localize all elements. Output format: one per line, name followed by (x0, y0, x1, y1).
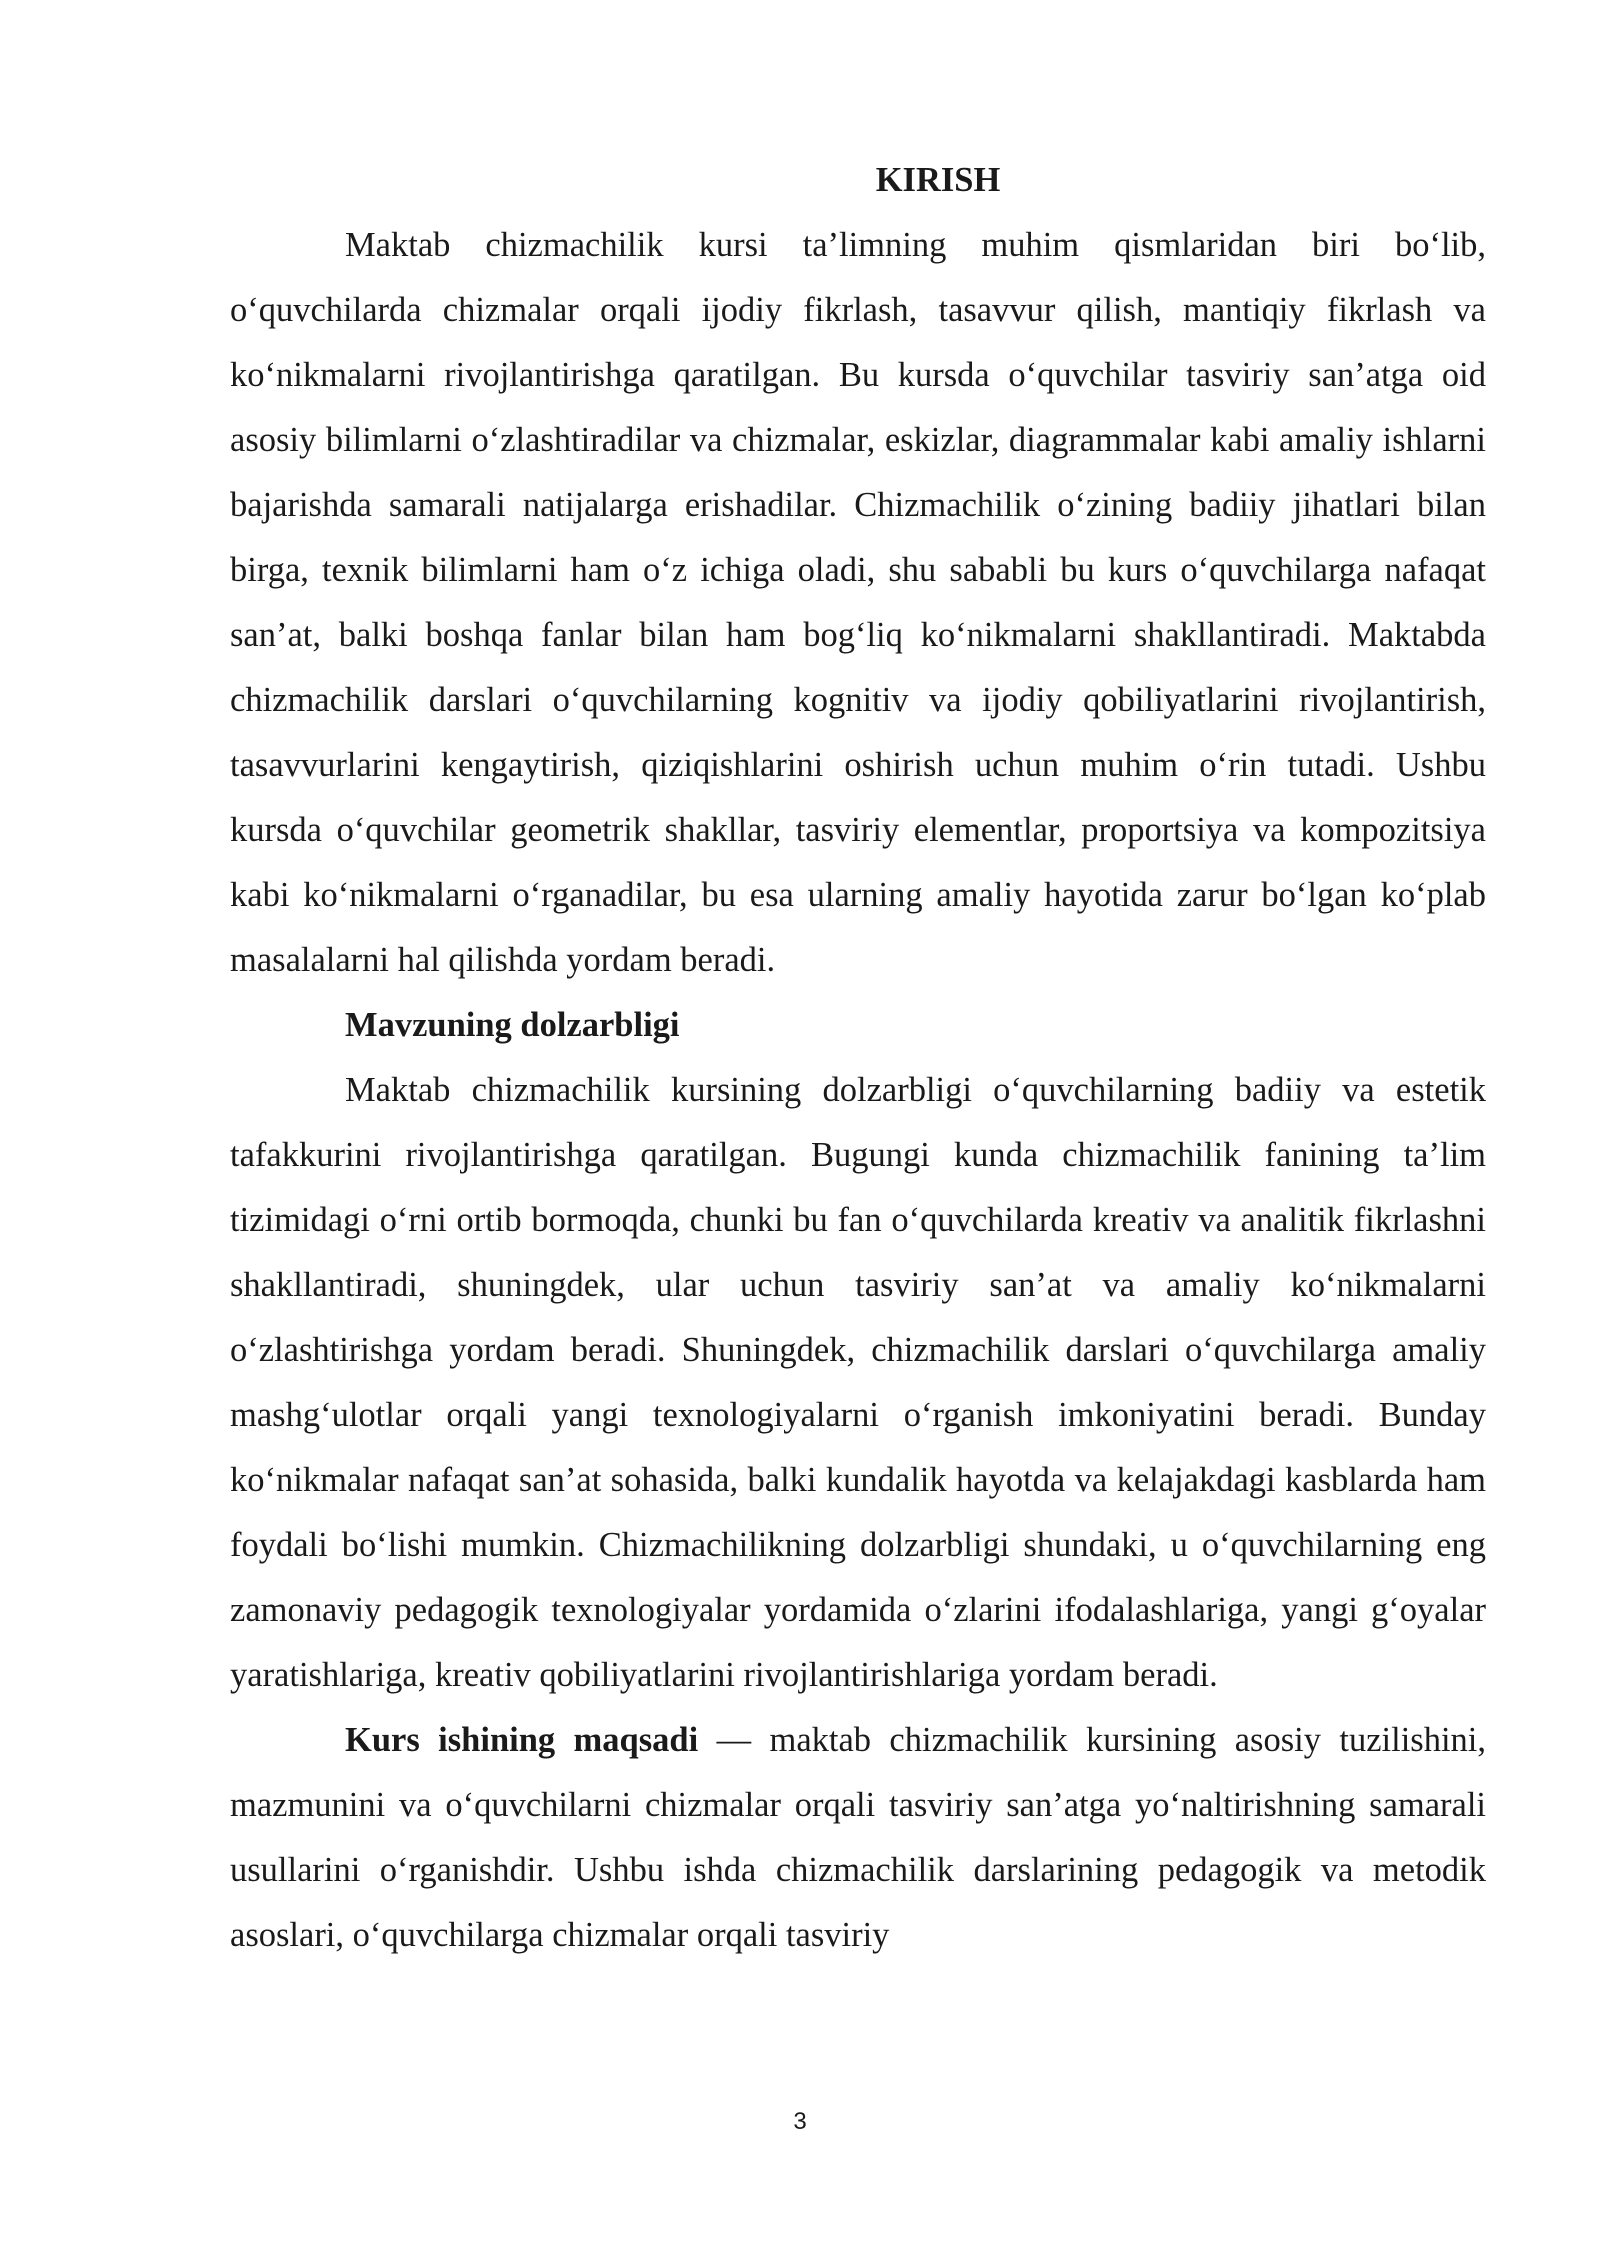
page-number: 3 (793, 2108, 807, 2135)
page-title: KIRISH (875, 161, 1001, 199)
relevance-heading: Mavzuning dolzarbligi (345, 1006, 680, 1044)
relevance-paragraph: Maktab chizmachilik kursining dolzarbligi o‘quvchilarning badiiy va estetik tafakkurini rivojlantirishga qaratilgan. Bugungi kunda chizmachilik fanining ta’lim tizimidagi o‘rni ortib bormoqda, chunki bu fan o‘quvchilarda kreativ va analitik fikrlashni shakllantiradi, shuningdek, ular uchun tasviriy san’at va amaliy ko‘nikmalarni o‘zlashtirishga yordam beradi. Shuningdek, chizmachilik darslari o‘quvchilarga amaliy mashg‘ulotlar orqali yangi texnologiyalarni o‘rganish imkoniyatini beradi. Bunday ko‘nikmalar nafaqat san’at sohasida, balki kundalik hayotda va kelajakdagi kasblarda ham foydali bo‘lishi mumkin. Chizmachilikning dolzarbligi shundaki, u o‘quvchilarning eng zamonaviy pedagogik texnologiyalar yordamida o‘zlarini ifodalashlariga, yangi g‘oyalar yaratishlariga, kreativ qobiliyatlarini rivojlantirishlariga yordam beradi. (230, 1071, 1486, 1694)
page-body (230, 148, 1486, 1968)
goal-lead: Kurs ishining maqsadi (345, 1721, 699, 1759)
goal-text: — maktab chizmachilik kursining asosiy tuzilishini, mazmunini va o‘quvchilarni chizmalar orqali tasviriy san’atga yo‘naltirishning samarali usullarini o‘rganishdir. Ushbu ishda chizmachilik darslarining pedagogik va metodik asoslari, o‘quvchilarga chizmalar orqali tasviriy (230, 1721, 1486, 1954)
goal-paragraph (230, 1708, 1486, 1968)
intro-paragraph: Maktab chizmachilik kursi ta’limning muhim qismlaridan biri bo‘lib, o‘quvchilarda chizmalar orqali ijodiy fikrlash, tasavvur qilish, mantiqiy fikrlash va ko‘nikmalarni rivojlantirishga qaratilgan. Bu kursda o‘quvchilar tasviriy san’atga oid asosiy bilimlarni o‘zlashtiradilar va chizmalar, eskizlar, diagrammalar kabi amaliy ishlarni bajarishda samarali natijalarga erishadilar. Chizmachilik o‘zining badiiy jihatlari bilan birga, texnik bilimlarni ham o‘z ichiga oladi, shu sababli bu kurs o‘quvchilarga nafaqat san’at, balki boshqa fanlar bilan ham bog‘liq ko‘nikmalarni shakllantiradi. Maktabda chizmachilik darslari o‘quvchilarning kognitiv va ijodiy qobiliyatlarini rivojlantirish, tasavvurlarini kengaytirish, qiziqishlarini oshirish uchun muhim o‘rin tutadi. Ushbu kursda o‘quvchilar geometrik shakllar, tasviriy elementlar, proportsiya va kompozitsiya kabi ko‘nikmalarni o‘rganadilar, bu esa ularning amaliy hayotida zarur bo‘lgan ko‘plab masalalarni hal qilishda yordam beradi. (230, 226, 1486, 979)
